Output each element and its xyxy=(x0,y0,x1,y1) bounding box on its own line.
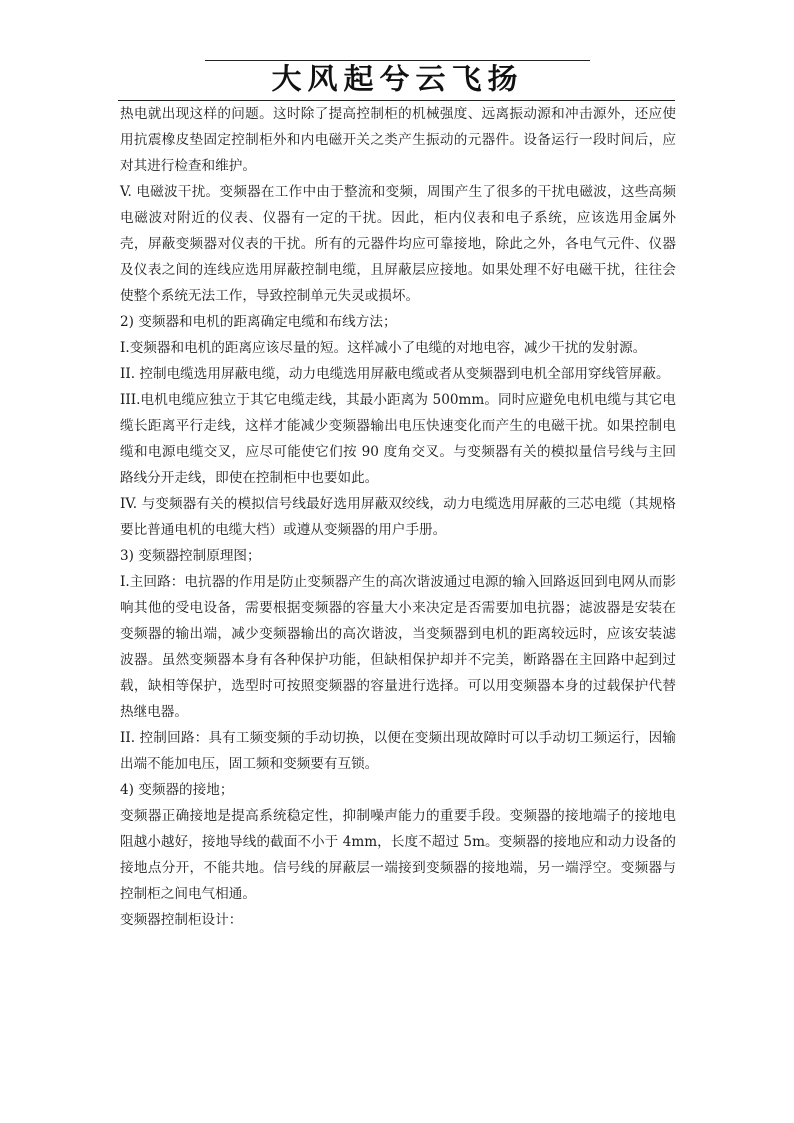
paragraph: II. 控制电缆选用屏蔽电缆，动力电缆选用屏蔽电缆或者从变频器到电机全部用穿线管屏蔽。 xyxy=(120,366,670,382)
paragraph: 变频器控制柜设计： xyxy=(120,912,243,928)
paragraph: IV. 与变频器有关的模拟信号线最好选用屏蔽双绞线，动力电缆选用屏蔽的三芯电缆（其规格要比普通电机的电缆大档）或遵从变频器的用户手册。 xyxy=(120,496,676,538)
paragraph: 4) 变频器的接地； xyxy=(120,782,234,798)
paragraph: 3) 变频器控制原理图； xyxy=(120,548,261,564)
page-header xyxy=(205,60,590,96)
paragraph: III.电机电缆应独立于其它电缆走线，其最小距离为 500mm。同时应避免电机电缆与其它电缆长距离平行走线，这样才能减少变频器输出电压快速变化而产生的电磁干扰。如果控制电缆和电源电缆交叉，应尽可能使它们按 90 度角交叉。与变频器有关的模拟量信号线与主回路线分开走线，即使在控制柜中也要如此。 xyxy=(120,392,676,486)
header-title: 大风起兮云飞扬 xyxy=(271,62,524,97)
paragraph: II. 控制回路：具有工频变频的手动切换，以便在变频出现故障时可以手动切工频运行，因输出端不能加电压，固工频和变频要有互锁。 xyxy=(120,730,676,772)
paragraph: V. 电磁波干扰。变频器在工作中由于整流和变频，周围产生了很多的干扰电磁波，这些高频电磁波对附近的仪表、仪器有一定的干扰。因此，柜内仪表和电子系统，应该选用金属外壳，屏蔽变频器对仪表的干扰。所有的元器件均应可靠接地，除此之外，各电气元件、仪器及仪表之间的连线应选用屏蔽控制电缆，且屏蔽层应接地。如果处理不好电磁干扰，往往会使整个系统无法工作，导致控制单元失灵或损坏。 xyxy=(120,184,676,304)
paragraph: I.主回路：电抗器的作用是防止变频器产生的高次谐波通过电源的输入回路返回到电网从而影响其他的受电设备，需要根据变频器的容量大小来决定是否需要加电抗器；滤波器是安装在变频器的输出端，减少变频器输出的高次谐波，当变频器到电机的距离较远时，应该安装滤波器。虽然变频器本身有各种保护功能，但缺相保护却并不完美，断路器在主回路中起到过载，缺相等保护，选型时可按照变频器的容量进行选择。可以用变频器本身的过载保护代替热继电器。 xyxy=(120,574,676,720)
document-body xyxy=(120,101,676,933)
paragraph: 变频器正确接地是提高系统稳定性，抑制噪声能力的重要手段。变频器的接地端子的接地电阻越小越好，接地导线的截面不小于 4mm，长度不超过 5m。变频器的接地应和动力设备的接地点分开，不能共地。信号线的屏蔽层一端接到变频器的接地端，另一端浮空。变频器与控制柜之间电气相通。 xyxy=(120,808,676,902)
paragraph: 2) 变频器和电机的距离确定电缆和布线方法； xyxy=(120,314,397,330)
paragraph: I.变频器和电机的距离应该尽量的短。这样减小了电缆的对地电容，减少干扰的发射源。 xyxy=(120,340,647,356)
paragraph: 热电就出现这样的问题。这时除了提高控制柜的机械强度、远离振动源和冲击源外，还应使用抗震橡皮垫固定控制柜外和内电磁开关之类产生振动的元器件。设备运行一段时间后，应对其进行检查和维护。 xyxy=(120,106,676,174)
